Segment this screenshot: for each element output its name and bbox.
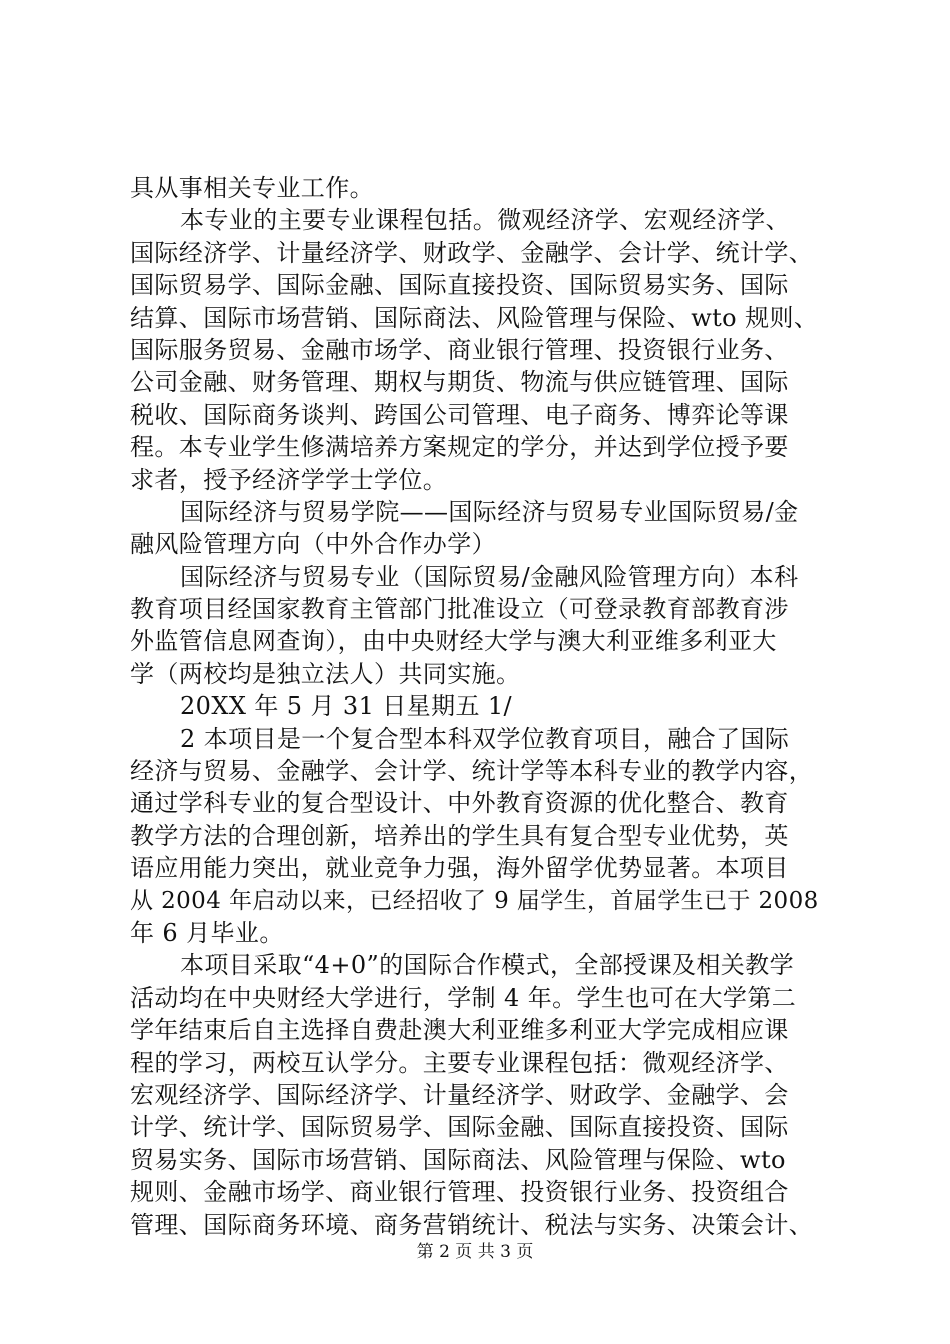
text-line: 活动均在中央财经大学进行，学制 4 年。学生也可在大学第二 [130,983,797,1012]
text-line: 20XX 年 5 月 31 日星期五 1/ [180,692,513,721]
text-line: 税收、国际商务谈判、跨国公司管理、电子商务、博弈论等课 [130,400,789,429]
text-line: 规则、金融市场学、商业银行管理、投资银行业务、投资组合 [130,1178,789,1207]
text-line: 国际贸易学、国际金融、国际直接投资、国际贸易实务、国际 [130,271,789,300]
text-line: 结算、国际市场营销、国际商法、风险管理与保险、wto 规则、 [130,303,819,332]
text-line: 国际经济学、计量经济学、财政学、金融学、会计学、统计学、 [130,238,814,267]
text-line: 本专业的主要专业课程包括。微观经济学、宏观经济学、 [180,206,790,235]
page-footer: 第 2 页 共 3 页 [416,1242,534,1262]
text-line: 具从事相关专业工作。 [130,174,374,202]
text-line: 管理、国际商务环境、商务营销统计、税法与实务、决策会计、 [130,1210,814,1239]
text-line: 经济与贸易、金融学、会计学、统计学等本科专业的教学内容， [130,757,814,786]
text-line: 国际经济与贸易专业（国际贸易/金融风险管理方向）本科 [180,562,799,591]
text-line: 教育项目经国家教育主管部门批准设立（可登录教育部教育涉 [130,595,789,624]
text-line: 语应用能力突出，就业竞争力强，海外留学优势显著。本项目 [130,854,789,883]
text-line: 年 6 月毕业。 [130,918,284,947]
text-line: 贸易实务、国际市场营销、国际商法、风险管理与保险、wto [130,1145,786,1174]
text-line: 求者，授予经济学学士学位。 [130,465,448,494]
text-line: 本项目采取“4+0”的国际合作模式，全部授课及相关教学 [180,951,794,980]
text-line: 学年结束后自主选择自费赴澳大利亚维多利亚大学完成相应课 [130,1016,789,1045]
text-line: 公司金融、财务管理、期权与期货、物流与供应链管理、国际 [130,368,789,397]
text-line: 程。本专业学生修满培养方案规定的学分，并达到学位授予要 [130,433,789,462]
document-body [130,172,830,1241]
text-line: 学（两校均是独立法人）共同实施。 [130,659,521,688]
text-line: 融风险管理方向（中外合作办学） [130,530,496,559]
text-line: 计学、统计学、国际贸易学、国际金融、国际直接投资、国际 [130,1113,789,1142]
text-line: 2 本项目是一个复合型本科双学位教育项目，融合了国际 [180,724,790,753]
text-line: 国际经济与贸易学院——国际经济与贸易专业国际贸易/金 [180,497,799,526]
text-line: 国际服务贸易、金融市场学、商业银行管理、投资银行业务、 [130,335,789,364]
text-line: 教学方法的合理创新，培养出的学生具有复合型专业优势，英 [130,821,789,850]
text-line: 程的学习，两校互认学分。主要专业课程包括：微观经济学、 [130,1048,789,1077]
text-line: 外监管信息网查询），由中央财经大学与澳大利亚维多利亚大 [130,627,777,656]
text-line: 宏观经济学、国际经济学、计量经济学、财政学、金融学、会 [130,1080,789,1109]
text-line: 从 2004 年启动以来，已经招收了 9 届学生，首届学生已于 2008 [130,887,819,914]
text-line: 通过学科专业的复合型设计、中外教育资源的优化整合、教育 [130,789,789,818]
